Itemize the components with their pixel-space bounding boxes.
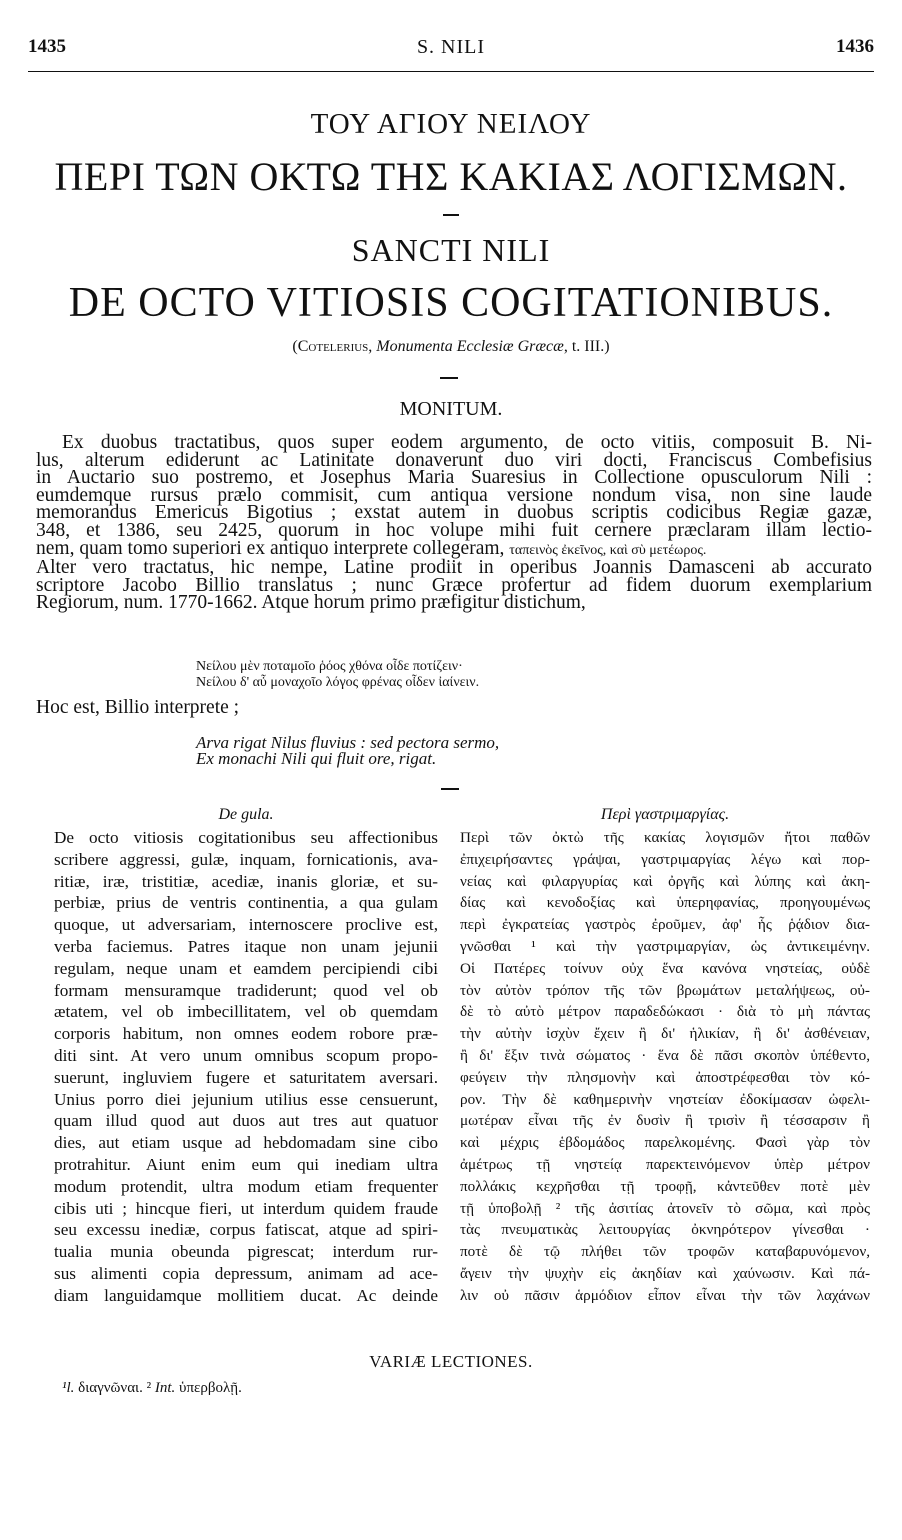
text-line: ἐπιχειρήσαντες γράψαι, γαστριμαργίας λέγω καὶ πορ- [460, 850, 870, 868]
text-line: τῇ ὑποβολῇ ² τῆς ἀσιτίας ἀτονεῖν τὸ σῶμα, καὶ πρὸς [460, 1199, 870, 1217]
greek-subtitle: ΤΟΥ ΑΓΙΟΥ ΝΕΙΛΟΥ [310, 108, 592, 140]
text-line: δίας καὶ κενοδοξίας καὶ ὑπερηφανίας, προηγουμένως [460, 894, 870, 912]
footnote-2-text: ὑπερβολῇ. [175, 1380, 242, 1396]
footnote-line [62, 1380, 242, 1397]
text-line: regulam, neque unam et eamdem percipiendi cibi [54, 958, 438, 978]
latin-column-heading: De gula. [218, 806, 274, 823]
text-line: cibis uti ; hincque fieri, ut interdum quidem fraude [54, 1198, 438, 1218]
running-title: S. NILI [416, 36, 486, 58]
text-line: quoque, ut adversariam, internoscere proclive est, [54, 915, 438, 935]
text-line: ætatem, vel ob imbecillitatem, vel ob quemdam [54, 1002, 438, 1022]
monitum-line: lus, alterum ediderunt ac Latinitate donaverunt duo viri docti, Franciscus Combefisius [36, 449, 872, 471]
text-line: ritiæ, iræ, tristitiæ, acediæ, inanis gloriæ, et su- [54, 871, 438, 891]
text-line: De octo vitiosis cogitationibus seu affectionibus [54, 828, 438, 847]
text-line: Unius porro diei jejunium utilius esse censuerunt, [54, 1089, 438, 1109]
monitum-line: eumdemque rursus prælo commisit, cum antiqua versione nondum visa, non sine laude [36, 484, 872, 506]
monitum-line: in Auctario suo postremo, et Josephus Maria Suaresius in Collectione opusculorum Nili : [36, 467, 872, 489]
greek-column-heading: Περὶ γαστριμαργίας. [600, 806, 730, 823]
source-author: Cotelerius [297, 338, 369, 355]
monitum-line: Regiorum, num. 1770-1662. Atque horum primo præfigitur distichum, [36, 592, 586, 614]
source-work: Monumenta Ecclesiæ Græcæ [376, 338, 564, 355]
text-line: scribere aggressi, gulæ, inquam, fornicationis, ava- [54, 849, 438, 869]
greek-distich [196, 659, 479, 691]
monitum-line: nem, quam tomo superiori ex antiquo interprete collegeram, ταπεινὸς ἐκεῖνος, καὶ σὺ μετέωρος. [36, 537, 707, 559]
latin-subtitle: SANCTI NILI [351, 232, 551, 268]
monitum-line: 348, et 1386, seu 2425, quorum in hoc volupe mihi fuit cernere præclaram illam lectio- [36, 519, 872, 541]
text-line: dies, aut etiam usque ad hebdomadam sine cibo [54, 1133, 438, 1153]
latin-column-text [54, 827, 438, 1307]
text-line: γνῶσθαι ¹ καὶ τὴν γαστριμαργίαν, ὡς ἀντικειμένην. [460, 937, 870, 955]
text-line: quam illud quod aut duos aut tres aut quatuor [54, 1111, 438, 1131]
text-line: seu excessu inediæ, corpus fatiscat, atque ad spiri- [54, 1220, 438, 1240]
header-rule [28, 71, 874, 72]
page-number-left: 1435 [28, 36, 66, 57]
text-line: sus alimenti copia depressum, animam ad ace- [54, 1263, 438, 1283]
latin-distich [196, 735, 499, 767]
text-line: λιν οὐ πᾶσιν ἁρμόδιον εἶπον εἶναι τὴν τῶν λαχάνων [460, 1286, 870, 1304]
text-line: φεύγειν τὴν πλησμονὴν καὶ ἀποστρέφεσθαι τὸν κό- [460, 1068, 870, 1086]
text-line: πολλάκις κεχρῆσθαι τῇ τροφῇ, κἀντεῦθεν ποτὲ μὲν [460, 1177, 870, 1195]
body-separator [441, 788, 459, 790]
greek-column [460, 806, 870, 1307]
monitum-heading: MONITUM. [399, 398, 503, 420]
monitum-line: memorandus Emericus Bigotius ; exstat autem in duobus scriptis codicibus Regiæ gazæ, [36, 502, 872, 524]
text-line: diti sint. At vero unum omnibus scopum propo- [54, 1045, 438, 1065]
text-line: formam mensuramque tradiderunt; quod vel ob [54, 980, 438, 1000]
text-line: modum protendit, ultra modum etiam frequenter [54, 1176, 438, 1196]
text-line: τὰς πνευματικὰς λειτουργίας ὀκνηρότερον γίνεσθαι · [460, 1221, 870, 1239]
text-line: ποτὲ δὲ τῷ πλήθει τῶν τροφῶν καταβαρυνόμενον, [460, 1243, 870, 1261]
page-number-right: 1436 [836, 36, 874, 57]
text-line: ἄγειν τὴν ψυχὴν εἰς ἀκηδίαν καὶ χαύνωσιν. Καὶ πά- [460, 1264, 870, 1282]
latin-column [54, 806, 438, 1307]
text-line: τὴν αὐτὴν ἰσχὺν ἔχειν ἢ δι' ἡλικίαν, ἢ δι' ἀσθένειαν, [460, 1025, 870, 1043]
monitum-line: Ex duobus tractatibus, quos super eodem argumento, de octo vitiis, composuit B. Ni- [62, 432, 872, 453]
distich-line: Νείλου μὲν ποταμοῖο ῥόος χθόνα οἶδε ποτίζειν· [196, 659, 463, 674]
text-line: tualia munia obeunda pigrescat; interdum rur- [54, 1242, 438, 1262]
latin-title: DE OCTO VITIOSIS COGITATIONIBUS. [68, 280, 834, 326]
text-line: νείας καὶ φιλαργυρίας καὶ ὀργῆς καὶ λύπης καὶ ἀκη- [460, 872, 870, 890]
text-line: ρον. Τὴν δὲ καθημερινὴν νηστείαν ἐδοκίμασαν ὠφελι- [460, 1090, 870, 1108]
source-citation: (Cotelerius, Monumenta Ecclesiæ Græcæ, t. III.) [292, 338, 610, 355]
text-line: verba faciemus. Patres itaque non unam jejunii [54, 936, 438, 956]
text-line: perbiæ, prius de ventris continentia, a qua gulam [54, 893, 438, 913]
monitum-line: scriptore Jacobo Billio translatus ; nunc Græce profertur ad fidem duorum exemplarium [36, 574, 872, 596]
footnote-1-label: ¹l. [62, 1380, 75, 1396]
text-line: δὲ τὸ αὐτὸ μέτρον παραδεδώκασι · διὰ τὸ μὴ πάντας [460, 1003, 870, 1021]
text-line: Οἱ Πατέρες τοίνυν οὐχ ἕνα κανόνα νηστείας, οὐδὲ [460, 959, 870, 977]
text-line: καὶ μέχρις ἑβδομάδος παρελκομένης. Φασὶ γὰρ τὸν [460, 1134, 870, 1152]
text-line: περὶ ἐγκρατείας γαστρὸς ἐροῦμεν, ἀφ' ἧς ῥᾴδιον δια- [460, 916, 870, 934]
variae-lectiones-heading: VARIÆ LECTIONES. [369, 1352, 533, 1371]
text-line: protrahitur. Aiunt enim eum qui inediam ultra [54, 1154, 438, 1174]
text-line: corporis habitum, non omnes eodem robore præ- [54, 1024, 438, 1044]
text-line: suerunt, ingluviem fugere et saturitatem aversari. [54, 1067, 438, 1087]
section-separator [440, 377, 458, 379]
latin-distich-line: Ex monachi Nili qui fluit ore, rigat. [196, 749, 437, 768]
footnote-1-text: διαγνῶναι. [74, 1380, 143, 1396]
text-line: ἀμέτρως τῇ νηστείᾳ παρεκτεινόμενον ὑπὲρ μέτρον [460, 1155, 870, 1173]
monitum-greek-insert: ταπεινὸς ἐκεῖνος, καὶ σὺ μετέωρος. [509, 542, 707, 558]
text-line: diam languidamque mollitiem ducat. Ac deinde [54, 1285, 438, 1305]
footnote-2-abbrev: Int. [154, 1380, 176, 1396]
latin-distich-line: Arva rigat Nilus fluvius : sed pectora sermo, [196, 733, 500, 752]
text-line: τὸν αὐτὸν τρόπον τῆς τῶν βρωμάτων μεταλήψεως, οὐ- [460, 981, 870, 999]
text-line: ἢ δι' ἕξιν τινὰ σώματος · ἕνα δὲ πᾶσι σκοπὸν ὑπέθεντο, [460, 1046, 870, 1064]
running-header [28, 36, 874, 60]
greek-title: ΠΕΡΙ ΤΩΝ ΟΚΤΩ ΤΗΣ ΚΑΚΙΑΣ ΛΟΓΙΣΜΩΝ. [54, 154, 848, 199]
distich-line: Νείλου δ' αὖ μοναχοῖο λόγος φρένας οἶδεν ἰαίνειν. [196, 675, 480, 690]
monitum-line: Alter vero tractatus, hic nempe, Latine prodiit in operibus Joannis Damasceni ab accurato [36, 557, 872, 579]
text-line: μωτέραν εἶναι τῆς ἐν δυσὶν ἢ τρισὶν ἢ τέσσαρσιν ἢ [460, 1112, 870, 1130]
greek-column-text [460, 827, 870, 1307]
text-line: Περὶ τῶν ὀκτὼ τῆς κακίας λογισμῶν ἤτοι παθῶν [460, 829, 870, 846]
title-separator [443, 214, 459, 216]
hoc-est-line: Hoc est, Billio interprete ; [36, 697, 240, 718]
monitum-paragraph [36, 434, 872, 612]
footnote-2-label: ² [142, 1380, 155, 1396]
